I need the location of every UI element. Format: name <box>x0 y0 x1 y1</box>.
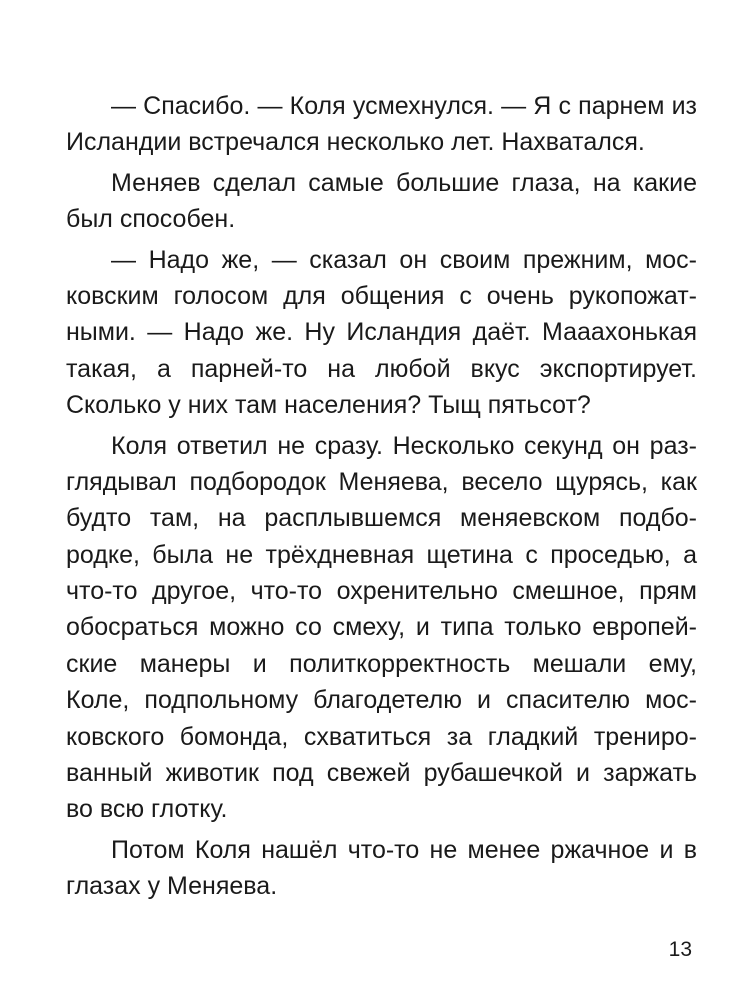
page-number: 13 <box>668 938 692 961</box>
text-line: такая, а парней-то на любой вкус экспортирует. <box>66 354 697 383</box>
body-text <box>66 88 697 909</box>
paragraph-2 <box>66 165 697 238</box>
text-line: Сколько у них там населения? Тыщ пятьсот? <box>66 391 591 420</box>
paragraph-1 <box>66 88 697 161</box>
text-line: Исландии встречался несколько лет. Нахватался. <box>66 128 645 157</box>
text-line: ными. — Надо же. Ну Исландия даёт. Маааxонькая <box>66 318 697 347</box>
text-line: во всю глотку. <box>66 795 228 824</box>
paragraph-4 <box>66 428 697 828</box>
text-line: глазах у Меняева. <box>66 872 278 901</box>
paragraph-3 <box>66 242 697 424</box>
paragraph-5 <box>66 832 697 905</box>
text-line: будто там, на расплывшемся меняевском подбо- <box>66 504 697 533</box>
text-line: — Спасибо. — Коля усмехнулся. — Я с парнем из <box>111 92 697 120</box>
text-line: Меняев сделал самые большие глаза, на какие <box>111 168 697 197</box>
text-line: обосраться можно со смеху, и типа только европей- <box>66 613 697 642</box>
text-line: Потом Коля нашёл что-то не менее ржачное и в <box>111 835 697 864</box>
text-line: ковского бомонда, схватиться за гладкий трениро- <box>66 722 697 751</box>
text-line: Коля ответил не сразу. Несколько секунд он раз- <box>111 431 697 460</box>
text-line: что-то другое, что-то охренительно смешное, прям <box>66 577 697 606</box>
text-line: глядывал подбородок Меняева, весело щурясь, как <box>66 467 697 496</box>
text-line: ские манеры и политкорректность мешали ему, <box>66 649 697 678</box>
text-line: родке, была не трёхдневная щетина с проседью, а <box>66 540 697 569</box>
text-line: был способен. <box>66 205 236 234</box>
text-line: — Надо же, — сказал он своим прежним, мос- <box>111 245 697 274</box>
text-line: ванный животик под свежей рубашечкой и заржать <box>66 759 697 788</box>
text-line: Коле, подпольному благодетелю и спасителю мос- <box>66 686 697 715</box>
text-line: ковским голосом для общения с очень рукопожат- <box>66 281 697 310</box>
